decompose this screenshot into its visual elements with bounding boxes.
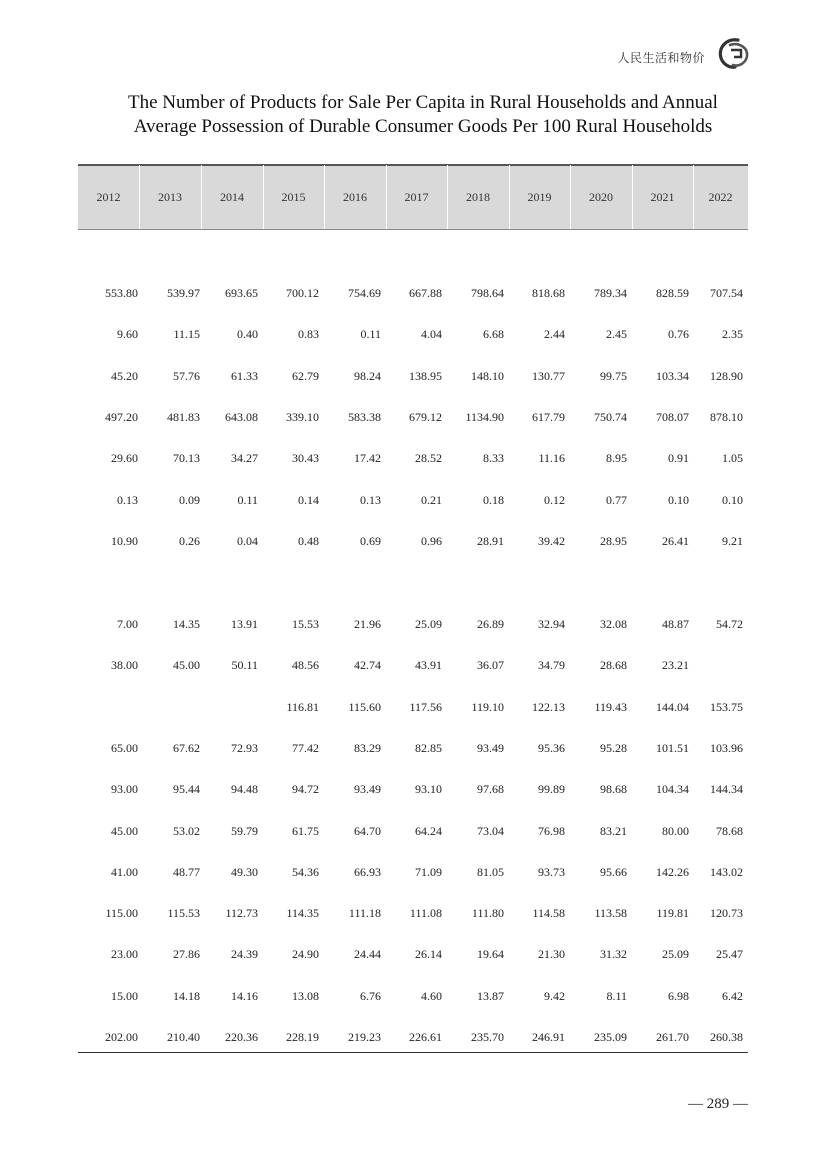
section-2-cell: 4.60 xyxy=(421,988,442,1003)
section-2-cell: 31.32 xyxy=(600,947,627,962)
section-2-cell: 81.05 xyxy=(477,864,504,879)
section-2-cell: 24.44 xyxy=(354,947,381,962)
section-2-cell: 61.75 xyxy=(292,823,319,838)
year-header-2020: 2020 xyxy=(589,190,613,204)
section-1-cell: 0.48 xyxy=(298,533,319,548)
section-2-cell: 53.02 xyxy=(173,823,200,838)
section-2-cell: 23.21 xyxy=(662,658,689,673)
section-2-cell: 219.23 xyxy=(348,1030,381,1044)
section-2-cell: 235.09 xyxy=(594,1030,627,1044)
section-1-cell: 0.26 xyxy=(179,533,200,548)
section-1-cell: 481.83 xyxy=(167,409,200,424)
section-1-cell: 0.83 xyxy=(298,327,319,342)
section-1-cell: 99.75 xyxy=(600,368,627,383)
section-2-cell: 7.00 xyxy=(117,617,138,631)
section-2-cell: 13.91 xyxy=(231,617,258,631)
section-1-cell: 617.79 xyxy=(532,409,565,424)
section-2-cell: 25.09 xyxy=(662,947,689,962)
section-1-cell: 1134.90 xyxy=(465,409,504,424)
section-2-cell: 94.48 xyxy=(231,782,258,797)
section-1-cell: 0.13 xyxy=(360,492,381,507)
section-1-cell: 10.90 xyxy=(111,533,138,548)
section-1-cell: 0.96 xyxy=(421,533,442,548)
section-2-cell: 82.85 xyxy=(415,740,442,755)
section-1-cell: 0.10 xyxy=(668,492,689,507)
section-1-cell: 0.69 xyxy=(360,533,381,548)
section-1-cell: 0.18 xyxy=(483,492,504,507)
section-2-cell: 153.75 xyxy=(710,699,743,714)
section-1-cell: 130.77 xyxy=(532,368,565,383)
section-2-cell: 54.36 xyxy=(292,864,319,879)
year-header-2021: 2021 xyxy=(650,190,675,204)
section-2-cell: 73.04 xyxy=(477,823,504,838)
column-separator xyxy=(632,165,633,229)
section-2-cell: 78.68 xyxy=(716,823,743,838)
section-2-cell: 25.09 xyxy=(415,617,442,631)
section-1-cell: 9.21 xyxy=(722,533,743,548)
section-1-cell: 17.42 xyxy=(354,451,381,466)
section-2-cell: 24.39 xyxy=(231,947,258,962)
year-header-2016: 2016 xyxy=(343,190,367,204)
section-1-cell: 11.15 xyxy=(173,327,200,342)
section-2-cell: 95.44 xyxy=(173,782,200,797)
section-2-cell: 42.74 xyxy=(354,658,381,673)
section-2-cell: 99.89 xyxy=(538,782,565,797)
section-1-cell: 0.76 xyxy=(668,327,689,342)
section-2-cell: 93.73 xyxy=(538,864,565,879)
section-2-cell: 111.18 xyxy=(348,906,381,921)
section-1-cell: 11.16 xyxy=(538,451,565,466)
section-1-cell: 0.21 xyxy=(421,492,442,507)
section-2-cell: 93.00 xyxy=(111,782,138,797)
section-1-cell: 878.10 xyxy=(710,409,743,424)
section-1-cell: 1.05 xyxy=(722,451,743,466)
section-2-cell: 143.02 xyxy=(710,864,743,879)
year-header-2014: 2014 xyxy=(220,190,244,204)
section-1-cell: 28.95 xyxy=(600,533,627,548)
section-1-cell: 28.91 xyxy=(477,533,504,548)
section-2-cell: 144.04 xyxy=(656,699,689,714)
section-1-cell: 30.43 xyxy=(292,451,319,466)
section-1-cell: 6.68 xyxy=(483,327,504,342)
section-1-cell: 707.54 xyxy=(710,286,743,300)
section-2-cell: 49.30 xyxy=(231,864,258,879)
section-2-cell: 36.07 xyxy=(477,658,504,673)
section-2-cell: 64.24 xyxy=(415,823,442,838)
section-2-cell: 67.62 xyxy=(173,740,200,755)
section-2-cell: 32.94 xyxy=(538,617,565,631)
column-separator xyxy=(139,165,140,229)
section-2-cell: 21.30 xyxy=(538,947,565,962)
section-1-cell: 45.20 xyxy=(111,368,138,383)
section-2-cell: 45.00 xyxy=(173,658,200,673)
section-1-cell: 57.76 xyxy=(173,368,200,383)
year-header-2013: 2013 xyxy=(158,190,182,204)
section-1-cell: 0.91 xyxy=(668,451,689,466)
section-2-cell: 38.00 xyxy=(111,658,138,673)
section-1-cell: 28.52 xyxy=(415,451,442,466)
year-header-2017: 2017 xyxy=(404,190,429,204)
section-2-cell: 65.00 xyxy=(111,740,138,755)
section-2-cell: 116.81 xyxy=(286,699,319,714)
section-1-cell: 553.80 xyxy=(105,286,138,300)
section-1-cell: 0.11 xyxy=(360,327,381,342)
section-2-cell: 103.96 xyxy=(710,740,743,755)
section-2-cell: 26.14 xyxy=(415,947,442,962)
column-separator xyxy=(201,165,202,229)
section-2-cell: 14.18 xyxy=(173,988,200,1003)
section-1-cell: 138.95 xyxy=(409,368,442,383)
section-2-cell: 72.93 xyxy=(231,740,258,755)
section-2-cell: 114.58 xyxy=(532,906,565,921)
table-bottom-rule xyxy=(78,1052,748,1053)
section-2-cell: 15.00 xyxy=(111,988,138,1003)
section-2-cell: 41.00 xyxy=(111,864,138,879)
column-separator xyxy=(570,165,571,229)
section-2-cell: 93.10 xyxy=(415,782,442,797)
section-2-cell: 228.19 xyxy=(286,1030,319,1044)
section-1-cell: 700.12 xyxy=(286,286,319,300)
section-2-cell: 113.58 xyxy=(594,906,627,921)
section-2-cell: 119.43 xyxy=(594,699,627,714)
section-1-cell: 0.04 xyxy=(237,533,258,548)
section-1-cell: 61.33 xyxy=(231,368,258,383)
section-2-cell: 104.34 xyxy=(656,782,689,797)
section-1-cell: 339.10 xyxy=(286,409,319,424)
section-2-cell: 220.36 xyxy=(225,1030,258,1044)
section-2-cell: 21.96 xyxy=(354,617,381,631)
section-2-cell: 8.11 xyxy=(606,988,627,1003)
section-2-cell: 15.53 xyxy=(292,617,319,631)
section-2-cell: 246.91 xyxy=(532,1030,565,1044)
section-1-cell: 0.77 xyxy=(606,492,627,507)
running-head: 人民生活和物价 xyxy=(617,51,705,65)
title-line-1: The Number of Products for Sale Per Capita in Rural Households and Annual xyxy=(128,92,718,113)
section-2-cell: 64.70 xyxy=(354,823,381,838)
section-2-cell: 59.79 xyxy=(231,823,258,838)
section-2-cell: 77.42 xyxy=(292,740,319,755)
section-1-cell: 39.42 xyxy=(538,533,565,548)
page-number: — 289 — xyxy=(688,1096,748,1112)
section-2-cell: 6.42 xyxy=(722,988,743,1003)
section-1-cell: 0.13 xyxy=(117,492,138,507)
section-2-cell: 122.13 xyxy=(532,699,565,714)
section-2-cell: 24.90 xyxy=(292,947,319,962)
section-1-cell: 798.64 xyxy=(471,286,504,300)
section-1-cell: 98.24 xyxy=(354,368,381,383)
section-2-cell: 93.49 xyxy=(477,740,504,755)
section-2-cell: 95.66 xyxy=(600,864,627,879)
section-2-cell: 235.70 xyxy=(471,1030,504,1044)
section-2-cell: 13.08 xyxy=(292,988,319,1003)
section-2-cell: 48.87 xyxy=(662,617,689,631)
year-header-2015: 2015 xyxy=(281,190,306,204)
section-2-cell: 66.93 xyxy=(354,864,381,879)
section-1-cell: 708.07 xyxy=(656,409,689,424)
section-1-cell: 750.74 xyxy=(594,409,627,424)
section-1-cell: 0.11 xyxy=(237,492,258,507)
section-1-cell: 8.95 xyxy=(606,451,627,466)
section-2-cell: 27.86 xyxy=(173,947,200,962)
section-2-cell: 144.34 xyxy=(710,782,743,797)
section-1-cell: 667.88 xyxy=(409,286,442,300)
publisher-logo-icon xyxy=(716,36,752,70)
section-2-cell: 76.98 xyxy=(538,823,565,838)
section-2-cell: 95.28 xyxy=(600,740,627,755)
section-1-cell: 26.41 xyxy=(662,533,689,548)
section-2-cell: 114.35 xyxy=(286,906,319,921)
section-2-cell: 115.53 xyxy=(167,906,200,921)
section-2-cell: 120.73 xyxy=(710,906,743,921)
section-2-cell: 226.61 xyxy=(409,1030,442,1044)
page-title xyxy=(60,91,786,139)
section-2-cell: 93.49 xyxy=(354,782,381,797)
section-1-cell: 29.60 xyxy=(111,451,138,466)
section-1-cell: 0.40 xyxy=(237,327,258,342)
section-1-cell: 583.38 xyxy=(348,409,381,424)
section-1-cell: 0.10 xyxy=(722,492,743,507)
section-2-cell: 210.40 xyxy=(167,1030,200,1044)
section-1-cell: 9.60 xyxy=(117,327,138,342)
section-2-cell: 115.60 xyxy=(348,699,381,714)
section-2-cell: 48.56 xyxy=(292,658,319,673)
section-1-cell: 789.34 xyxy=(594,286,627,300)
section-2-cell: 101.51 xyxy=(656,740,689,755)
section-1-cell: 0.12 xyxy=(544,492,565,507)
section-1-cell: 828.59 xyxy=(656,286,689,300)
section-2-cell: 112.73 xyxy=(225,906,258,921)
section-2-cell: 34.79 xyxy=(538,658,565,673)
section-2-cell: 80.00 xyxy=(662,823,689,838)
section-1-cell: 34.27 xyxy=(231,451,258,466)
column-separator xyxy=(386,165,387,229)
section-2-cell: 45.00 xyxy=(111,823,138,838)
section-2-cell: 50.11 xyxy=(231,658,258,673)
section-1-cell: 497.20 xyxy=(105,409,138,424)
section-1-cell: 128.90 xyxy=(710,368,743,383)
section-1-cell: 148.10 xyxy=(471,368,504,383)
section-1-cell: 0.09 xyxy=(179,492,200,507)
section-2-cell: 48.77 xyxy=(173,864,200,879)
section-2-cell: 9.42 xyxy=(544,988,565,1003)
section-2-cell: 83.29 xyxy=(354,740,381,755)
column-separator xyxy=(509,165,510,229)
section-2-cell: 14.35 xyxy=(173,617,200,631)
section-2-cell: 23.00 xyxy=(111,947,138,962)
section-2-cell: 98.68 xyxy=(600,782,627,797)
section-1-cell: 679.12 xyxy=(409,409,442,424)
section-2-cell: 97.68 xyxy=(477,782,504,797)
section-2-cell: 94.72 xyxy=(292,782,319,797)
section-2-cell: 119.81 xyxy=(656,906,689,921)
section-2-cell: 115.00 xyxy=(105,906,138,921)
section-2-cell: 261.70 xyxy=(656,1030,689,1044)
section-2-cell: 202.00 xyxy=(105,1030,138,1044)
section-1-cell: 818.68 xyxy=(532,286,565,300)
section-2-cell: 119.10 xyxy=(471,699,504,714)
section-2-cell: 83.21 xyxy=(600,823,627,838)
section-2-cell: 111.80 xyxy=(471,906,504,921)
section-2-cell: 26.89 xyxy=(477,617,504,631)
section-2-cell: 260.38 xyxy=(710,1030,743,1044)
section-2-cell: 71.09 xyxy=(415,864,442,879)
section-2-cell: 142.26 xyxy=(656,864,689,879)
section-1-cell: 8.33 xyxy=(483,451,504,466)
column-separator xyxy=(693,165,694,229)
section-2-cell: 117.56 xyxy=(409,699,442,714)
section-1-cell: 2.44 xyxy=(544,327,565,342)
section-2-cell: 95.36 xyxy=(538,740,565,755)
column-separator xyxy=(447,165,448,229)
section-2-cell: 6.98 xyxy=(668,988,689,1003)
section-1-cell: 70.13 xyxy=(173,451,200,466)
year-header-2012: 2012 xyxy=(96,190,121,204)
section-2-cell: 43.91 xyxy=(415,658,442,673)
section-2-cell: 28.68 xyxy=(600,658,627,673)
section-1-cell: 62.79 xyxy=(292,368,319,383)
section-2-cell: 111.08 xyxy=(409,906,442,921)
column-separator xyxy=(263,165,264,229)
section-2-cell: 6.76 xyxy=(360,988,381,1003)
section-1-cell: 693.65 xyxy=(225,286,258,300)
column-separator xyxy=(324,165,325,229)
section-1-cell: 2.35 xyxy=(722,327,743,342)
section-1-cell: 643.08 xyxy=(225,409,258,424)
section-1-cell: 103.34 xyxy=(656,368,689,383)
section-1-cell: 754.69 xyxy=(348,286,381,300)
year-header-2019: 2019 xyxy=(527,190,552,204)
title-line-2: Average Possession of Durable Consumer Goods Per 100 Rural Households xyxy=(133,116,713,137)
section-2-cell: 13.87 xyxy=(477,988,504,1003)
year-header-2022: 2022 xyxy=(708,190,733,204)
section-2-cell: 14.16 xyxy=(231,988,258,1003)
section-2-cell: 32.08 xyxy=(600,617,627,631)
year-header-2018: 2018 xyxy=(466,190,490,204)
section-2-cell: 19.64 xyxy=(477,947,504,962)
section-1-cell: 2.45 xyxy=(606,327,627,342)
section-1-cell: 539.97 xyxy=(167,286,200,300)
section-2-cell: 54.72 xyxy=(716,617,743,631)
section-2-cell: 25.47 xyxy=(716,947,743,962)
section-1-cell: 0.14 xyxy=(298,492,319,507)
section-1-cell: 4.04 xyxy=(421,327,442,342)
